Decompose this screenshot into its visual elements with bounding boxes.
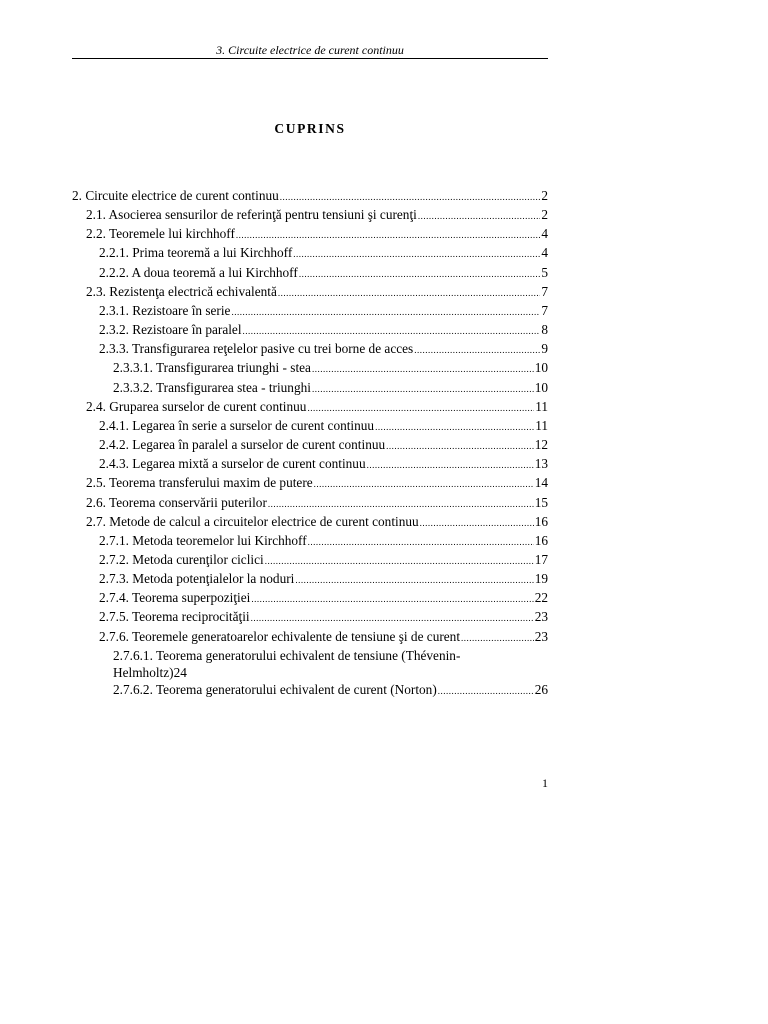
- toc-entry-title: Teorema superpoziţiei: [132, 590, 251, 606]
- toc-entry[interactable]: [72, 513, 548, 532]
- toc-entry-label: [86, 398, 306, 415]
- toc-entry-label: [99, 264, 298, 281]
- toc-entry[interactable]: [72, 436, 548, 455]
- toc-entry-label: [72, 187, 279, 204]
- toc-entry[interactable]: [72, 283, 548, 302]
- toc-entry[interactable]: [72, 225, 548, 244]
- toc-entry-page: 2: [541, 188, 548, 203]
- toc-entry[interactable]: [72, 264, 548, 283]
- toc-entry-label: [99, 321, 242, 338]
- toc-entry[interactable]: [72, 681, 548, 700]
- toc-entry-page: 5: [541, 264, 548, 280]
- toc-entry-number: 2.: [72, 188, 82, 203]
- toc-entry-page: 17: [534, 551, 548, 567]
- toc-entry-number: 2.3.2.: [99, 322, 129, 338]
- toc-entry-page: 9: [541, 341, 548, 357]
- toc-leader-dots: [420, 515, 534, 532]
- toc-entry[interactable]: [72, 302, 548, 321]
- toc-entry-label: [99, 436, 385, 453]
- toc-entry[interactable]: [72, 474, 548, 493]
- toc-entry-label: [86, 225, 235, 242]
- toc-entry-title: Metoda curenţilor ciclici: [132, 551, 264, 567]
- toc-entry[interactable]: [72, 379, 548, 398]
- toc-entry[interactable]: [72, 589, 548, 608]
- toc-entry-title: Teorema transferului maxim de putere: [109, 475, 313, 491]
- toc-entry-title: Metode de calcul a circuitelor electrice de curent continuu: [109, 513, 419, 529]
- toc-entry-page: 23: [534, 609, 548, 625]
- toc-leader-dots: [236, 227, 540, 244]
- toc-entry-title: Transfigurarea stea - triunghi: [155, 379, 311, 395]
- toc-entry-title: Legarea în paralel a surselor de curent continuu: [132, 437, 386, 453]
- toc-leader-dots: [418, 208, 540, 225]
- toc-entry-number: 2.7.6.: [99, 628, 129, 644]
- toc-entry-label: [99, 570, 294, 587]
- toc-entry-title: Rezistoare în serie: [132, 302, 231, 318]
- toc-entry-label: [99, 628, 460, 645]
- toc-leader-dots: [231, 304, 540, 321]
- toc-entry-number: 2.7.6.1.: [113, 647, 153, 663]
- toc-entry-title: Prima teoremă a lui Kirchhoff: [132, 245, 293, 261]
- toc-entry-number: 2.3.3.1.: [113, 360, 153, 376]
- toc-leader-dots: [251, 610, 534, 627]
- toc-leader-dots: [312, 381, 534, 398]
- toc-entry-number: 2.3.: [86, 283, 106, 299]
- toc-entry-page: 7: [541, 283, 548, 299]
- toc-entry-number: 2.4.3.: [99, 456, 129, 472]
- toc-entry-page: 26: [534, 682, 548, 698]
- toc-leader-dots: [312, 361, 534, 378]
- toc-entry-title: Teorema conservării puterilor: [109, 494, 267, 510]
- toc-entry-number: 2.3.1.: [99, 302, 129, 318]
- toc-leader-dots: [278, 285, 540, 302]
- toc-entry-number: 2.7.2.: [99, 551, 129, 567]
- toc-entry-page: 11: [535, 398, 548, 414]
- toc-entry[interactable]: [72, 608, 548, 627]
- toc-entry-label: [86, 474, 313, 491]
- toc-entry-title: Legarea mixtă a surselor de curent continuu: [132, 456, 366, 472]
- toc-entry-line: [113, 664, 548, 681]
- toc-entry[interactable]: [72, 398, 548, 417]
- toc-entry[interactable]: [72, 628, 548, 647]
- toc-entry[interactable]: [72, 532, 548, 551]
- toc-entry-page: 8: [541, 322, 548, 338]
- toc-entry-page: 12: [534, 437, 548, 453]
- table-of-contents: [72, 187, 548, 700]
- toc-entry[interactable]: [72, 321, 548, 340]
- toc-leader-dots: [243, 323, 541, 340]
- toc-entry-number: 2.2.: [86, 226, 106, 242]
- page-title: CUPRINS: [274, 121, 346, 136]
- toc-entry-title: Teorema reciprocităţii: [132, 609, 250, 625]
- toc-entry[interactable]: [72, 244, 548, 263]
- toc-entry[interactable]: [72, 359, 548, 378]
- toc-entry-number: 2.6.: [86, 494, 106, 510]
- toc-entry[interactable]: [72, 206, 548, 225]
- toc-leader-dots: [308, 534, 534, 551]
- toc-entry[interactable]: [72, 551, 548, 570]
- running-header: 3. Circuite electrice de curent continuu: [216, 43, 404, 57]
- toc-entry-number: 2.3.3.: [99, 341, 129, 357]
- toc-entry[interactable]: [72, 647, 548, 681]
- toc-entry-page: 14: [534, 475, 548, 491]
- toc-entry-number: 2.5.: [86, 475, 106, 491]
- page-number: 1: [542, 776, 548, 790]
- toc-entry-title: Rezistoare în paralel: [132, 322, 242, 338]
- toc-entry-page: 22: [534, 590, 548, 606]
- toc-entry-page: 4: [541, 245, 548, 261]
- toc-leader-dots: [375, 419, 534, 436]
- toc-entry-page: 2: [541, 207, 548, 223]
- toc-entry-label: [99, 340, 413, 357]
- toc-leader-dots: [367, 457, 534, 474]
- toc-entry-title-continued: Helmholtz): [113, 664, 174, 680]
- toc-entry-number: 2.4.: [86, 398, 106, 414]
- toc-entry-title: Gruparea surselor de curent continuu: [109, 398, 307, 414]
- toc-entry-page: 16: [534, 532, 548, 548]
- toc-entry-title: Transfigurarea triunghi - stea: [155, 360, 311, 376]
- toc-entry-label: [99, 551, 264, 568]
- toc-entry-label: [86, 494, 267, 511]
- toc-entry[interactable]: [72, 340, 548, 359]
- toc-leader-dots: [307, 400, 534, 417]
- toc-leader-dots: [386, 438, 534, 455]
- toc-entry-title: Asocierea sensurilor de referinţă pentru tensiuni şi curenţi: [108, 207, 417, 223]
- toc-leader-dots: [299, 266, 541, 283]
- toc-entry-label: [113, 681, 437, 698]
- toc-leader-dots: [268, 496, 534, 513]
- toc-entry-label: [99, 608, 250, 625]
- toc-entry-title: Metoda potenţialelor la noduri: [132, 571, 295, 587]
- toc-entry-label: [99, 532, 307, 549]
- toc-entry-label: [99, 244, 292, 261]
- toc-entry-number: 2.7.5.: [99, 609, 129, 625]
- toc-entry-page: 13: [534, 456, 548, 472]
- toc-entry-number: 2.7.4.: [99, 590, 129, 606]
- toc-leader-dots: [314, 476, 534, 493]
- toc-entry-page: 4: [541, 226, 548, 242]
- toc-entry-number: 2.3.3.2.: [113, 379, 153, 395]
- toc-entry-page: 23: [534, 628, 548, 644]
- toc-entry-label: [86, 513, 419, 530]
- toc-entry-number: 2.7.1.: [99, 532, 129, 548]
- toc-entry-page: 7: [541, 302, 548, 318]
- toc-entry[interactable]: [72, 570, 548, 589]
- toc-entry-number: 2.4.2.: [99, 437, 129, 453]
- toc-entry-title: Transfigurarea reţelelor pasive cu trei borne de acces: [132, 341, 414, 357]
- header-rule: [72, 58, 548, 59]
- toc-entry-page: 24: [173, 664, 187, 680]
- toc-entry-title: Metoda teoremelor lui Kirchhoff: [132, 532, 307, 548]
- toc-entry-label: [99, 417, 374, 434]
- toc-entry-label: [86, 283, 277, 300]
- toc-leader-dots: [295, 572, 533, 589]
- toc-entry-label: [113, 379, 311, 396]
- toc-entry[interactable]: [72, 455, 548, 474]
- toc-entry-title: A doua teoremă a lui Kirchhoff: [131, 264, 298, 280]
- toc-entry-label: [99, 302, 230, 319]
- toc-entry[interactable]: [72, 494, 548, 513]
- toc-leader-dots: [461, 630, 534, 647]
- toc-entry-title: Teoremele lui kirchhoff: [109, 226, 235, 242]
- toc-leader-dots: [280, 189, 541, 206]
- toc-entry-title: Teorema generatorului echivalent de curent (Norton): [155, 682, 437, 698]
- toc-entry-title: Legarea în serie a surselor de curent continuu: [132, 417, 375, 433]
- toc-entry-title: Teorema generatorului echivalent de tensiune (Thévenin-: [155, 647, 461, 663]
- toc-leader-dots: [414, 342, 540, 359]
- toc-entry-page: 10: [534, 379, 548, 395]
- toc-entry-number: 2.7.3.: [99, 571, 129, 587]
- toc-entry-title: Teoremele generatoarelor echivalente de tensiune şi de curent: [132, 628, 461, 644]
- toc-entry-page: 11: [535, 417, 548, 433]
- toc-entry-number: 2.2.2.: [99, 264, 129, 280]
- toc-leader-dots: [265, 553, 534, 570]
- toc-leader-dots: [293, 246, 540, 263]
- toc-entry-label: [99, 455, 366, 472]
- toc-entry-label: [113, 359, 311, 376]
- toc-entry-page: 16: [534, 513, 548, 529]
- toc-entry-line: [113, 647, 548, 664]
- toc-leader-dots: [251, 591, 533, 608]
- toc-entry-title: Rezistenţa electrică echivalentă: [109, 283, 277, 299]
- toc-entry-number: 2.7.6.2.: [113, 682, 153, 698]
- toc-entry-number: 2.2.1.: [99, 245, 129, 261]
- toc-entry[interactable]: [72, 417, 548, 436]
- toc-entry-number: 2.4.1.: [99, 417, 129, 433]
- toc-entry-label: [86, 206, 417, 223]
- toc-leader-dots: [438, 683, 534, 700]
- toc-entry-label: [99, 589, 250, 606]
- toc-entry-number: 2.1.: [86, 207, 106, 223]
- toc-entry-page: 19: [534, 571, 548, 587]
- toc-entry-title: Circuite electrice de curent continuu: [85, 188, 279, 203]
- toc-entry-page: 10: [534, 360, 548, 376]
- toc-entry-page: 15: [534, 494, 548, 510]
- toc-entry-number: 2.7.: [86, 513, 106, 529]
- toc-entry[interactable]: [72, 187, 548, 206]
